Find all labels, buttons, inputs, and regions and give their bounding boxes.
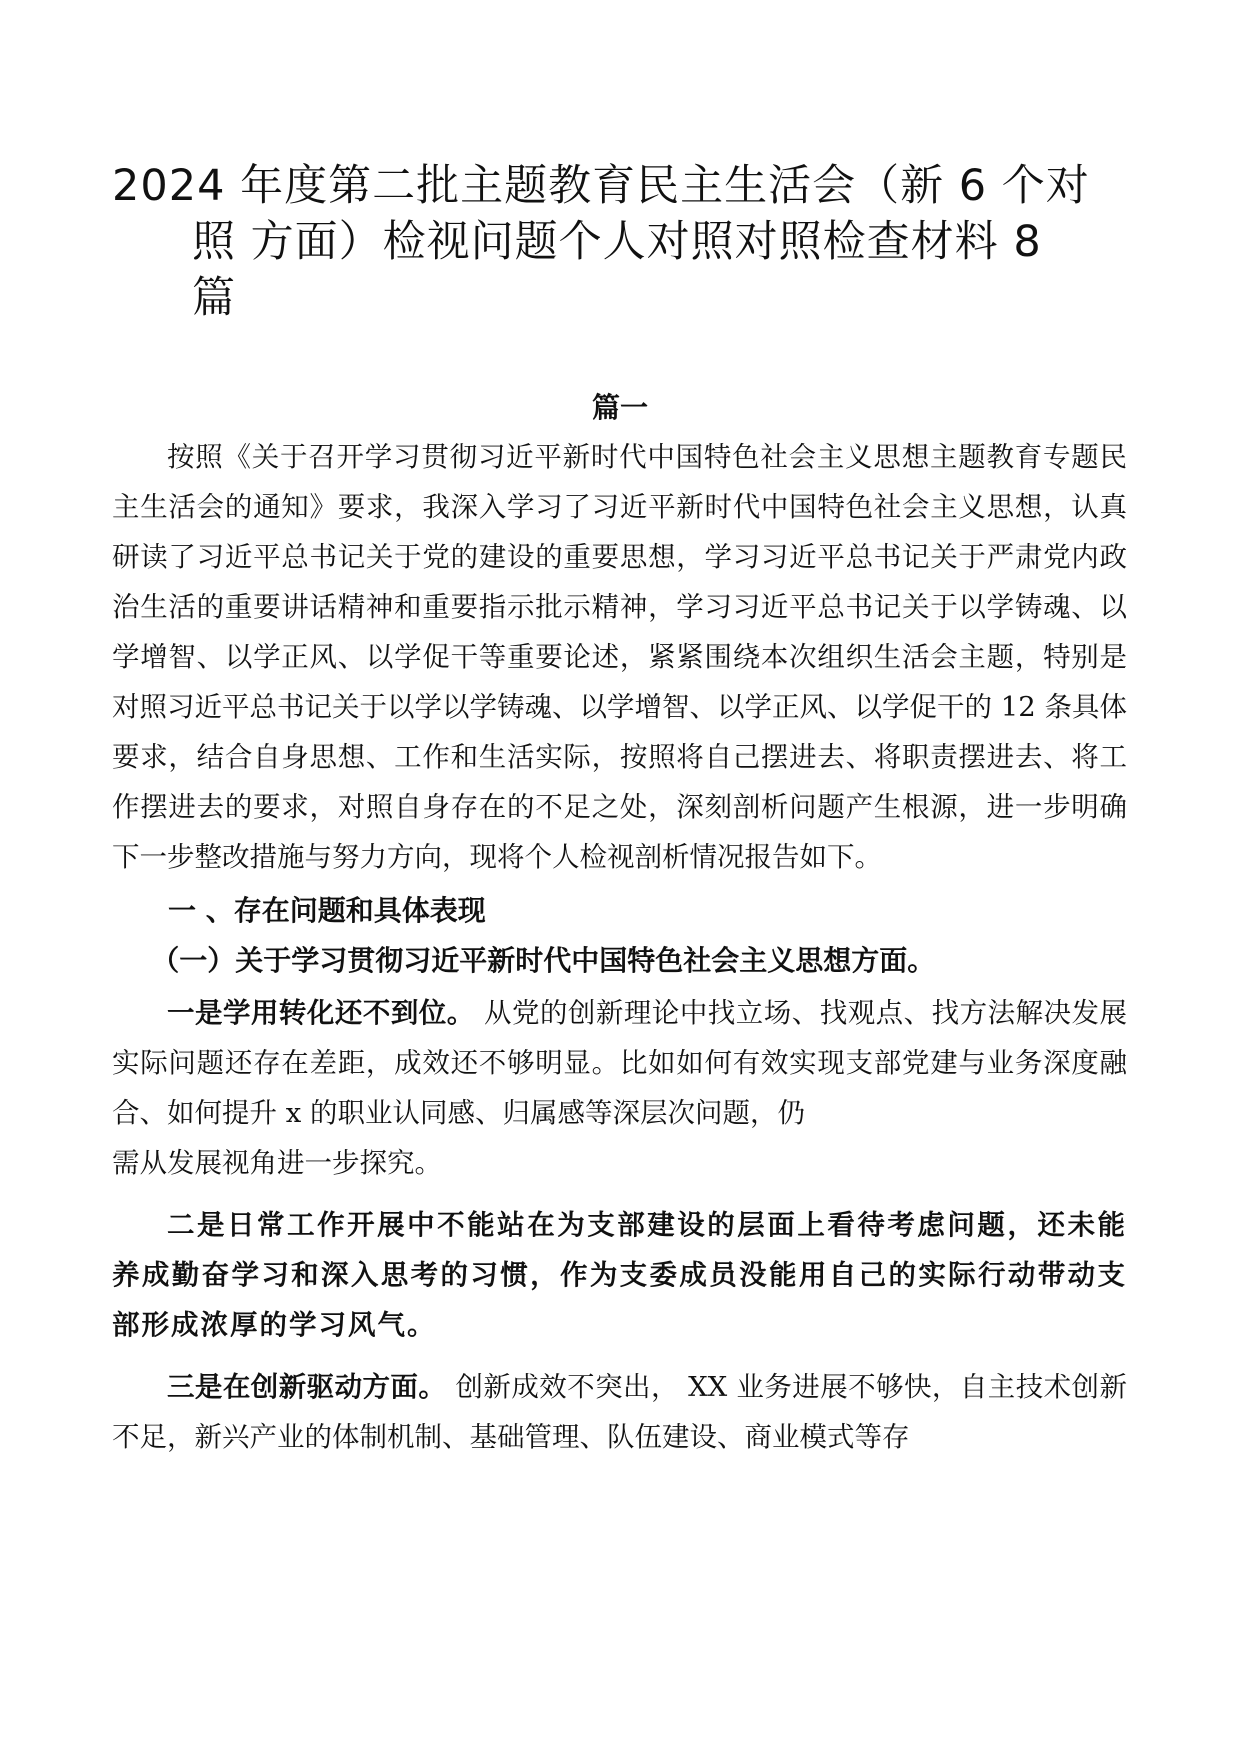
title-line-1: 2024 年度第二批主题教育民主生活会（新 6 个对 — [112, 161, 1090, 211]
document-body — [112, 432, 1127, 1462]
point-3-lead: 三是在创新驱动方面。 — [167, 1371, 447, 1403]
point-1-continuation: 需从发展视角进一步探究。 — [112, 1147, 442, 1179]
point-3-text: 创新成效不突出， XX 业务进展不够快，自主技术创新不足，新兴产业的体制机制、基础管理、队伍建设、商业模式等存 — [112, 1371, 1127, 1453]
title-line-2: 照 方面）检视问题个人对照对照检查材料 8 — [192, 217, 1042, 267]
heading-level-1: 一 、存在问题和具体表现 — [168, 894, 486, 927]
point-2-paragraph: 二是日常工作开展中不能站在为支部建设的层面上看待考虑问题，还未能养成勤奋学习和深入思考的习惯，作为支委成员没能用自己的实际行动带动支部形成浓厚的学习风气。 — [112, 1209, 1127, 1341]
title-line-3: 篇 — [192, 273, 236, 323]
point-1-text: 从党的创新理论中找立场、找观点、找方法解决发展实际问题还存在差距，成效还不够明显。比如如何有效实现支部党建与业务深度融合、如何提升 x 的职业认同感、归属感等深层次问题，仍 — [112, 997, 1127, 1129]
document-title — [112, 158, 1122, 326]
heading-level-2: （一）关于学习贯彻习近平新时代中国特色社会主义思想方面。 — [151, 944, 936, 977]
point-1-lead: 一是学用转化还不到位。 — [167, 997, 475, 1029]
intro-paragraph: 按照《关于召开学习贯彻习近平新时代中国特色社会主义思想主题教育专题民主生活会的通知》要求，我深入学习了习近平新时代中国特色社会主义思想，认真研读了习近平总书记关于党的建设的重要思想，学习习近平总书记关于严肃党内政治生活的重要讲话精神和重要指示批示精神，学习习近平总书记关于以学铸魂、以学增智、以学正风、以学促干等重要论述，紧紧围绕本次组织生活会主题，特别是对照习近平总书记关于以学以学铸魂、以学增智、以学正风、以学促干的 12 条具体要求，结合自身思想、工作和生活实际，按照将自己摆进去、将职责摆进去、将工作摆进去的要求，对照自身存在的不足之处，深刻剖析问题产生根源，进一步明确下一步整改措施与努力方向，现将个人检视剖析情况报告如下。 — [112, 441, 1127, 873]
section-heading: 篇一 — [591, 391, 648, 424]
point-3-paragraph — [112, 1362, 1127, 1462]
point-1-paragraph — [112, 988, 1127, 1138]
